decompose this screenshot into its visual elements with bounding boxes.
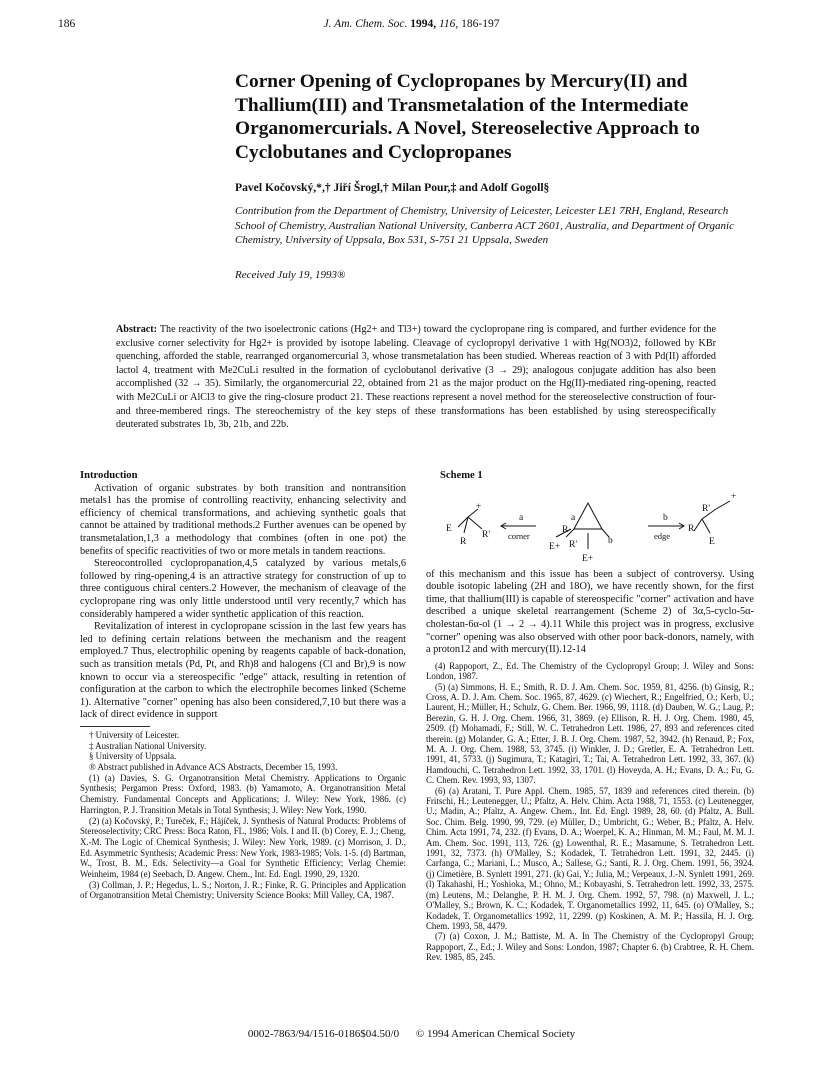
scheme-rprime-left: R' — [482, 529, 491, 540]
scheme-1-diagram — [426, 487, 754, 567]
footnote-divider — [80, 726, 150, 727]
author-list: Pavel Kočovský,*,† Jiří Šrogl,† Milan Pour,‡ and Adolf Gogoll§ — [235, 181, 550, 194]
footnote: ® Abstract published in Advance ACS Abstracts, December 15, 1993. — [89, 761, 338, 772]
scheme-r-right: R — [688, 523, 695, 534]
page-footer — [58, 1028, 765, 1040]
scheme-arrow-b-mid: b — [608, 535, 613, 546]
scheme-plus-left: + — [476, 501, 482, 512]
reference-entry: (6) (a) Aratani, T. Pure Appl. Chem. 1985, 57, 1839 and references cited therein. (b) Fritschi, H.; Leutenegger, U.; Pfaltz, A. Helv. Chim. Acta 1988, 71, 1553. (c) Leutenegger, U.; Madin, A.; Pfaltz, A. Angew. Chem., Int. Ed. Engl. 1989, 28, 60. (d) Pfaltz, A. Bull. Soc. Chim. Belg. 1990, 99, 729. (e) Müller, D.; Umbricht, G.; Weber, B.; Pfaltz, A. Helv. Chim. Acta 1991, 74, 232. (f) Evans, D. A.; Woerpel, K. A.; Hinman, M. M.; Faul, M. M. J. Am. Chem. Soc. 1991, 113, 726. (g) Lowenthal, R. E.; Masamune, S. Tetrahedron Lett. 1991, 32, 7373. (h) O'Malley, S.; Kodadek, T. Tetrahedron Lett. 1991, 32, 2445. (i) Carfanga, C.; Mariani, L.; Musco, A.; Sallese, G.; Santi, R. J. Org. Chem. 1991, 56, 3924. (j) Cimetière, B. Synlett 1991, 271. (k) Gai, Y.; Julia, M.; Verpeaux, J.-N. Synlett 1991, 269. (l) Takahashi, H.; Yoshioka, M.; Ohno, M.; Kobayashi, S. Tetrahedron lett. 1992, 33, 2575. (m) Leutens, M.; Delanghe, P. H. M. J. Org. Chem. 1992, 57, 798. (n) Maxwell, J. L.; O'Malley, S.; Brown, K. C.; Kodadek, T. Organometallics 1992, 11, 645. (o) O'Malley, S.; Kodadek, T. Organometallics 1992, 11, 2299. (p) Koskinen, A. M. P.; Hassila, H. J. Org. Chem. 1993, 58, 4479. — [426, 785, 754, 931]
section-heading-introduction: Introduction — [80, 470, 138, 481]
footnote: ‡ Australian National University. — [89, 740, 207, 751]
intro-paragraph: Activation of organic substrates by both transition and nontransition metals1 has the promise of controlling reactivity, enhancing selectivity and efficiency of chemical transformations, and achieving synthetic goals that cannot be attained by traditional methods.2 Further avenues can be opened by transmetalation,1,3 a methodology that combines (often in one pot) the benefits of specific reactivities of two or more metals in tandem reactions. — [80, 482, 406, 557]
scheme-arrow-b-right: b — [663, 512, 668, 523]
scheme-e-left: E — [446, 523, 452, 534]
right-column — [426, 470, 754, 963]
abstract — [116, 323, 716, 432]
scheme-corner-label: corner — [508, 530, 530, 541]
footnote: (3) Collman, J. P.; Hegedus, L. S.; Norton, J. R.; Finke, R. G. Principles and Application of Organotransition Metal Chemistry; University Science Books: Mill Valley, CA, 1987. — [80, 879, 406, 901]
received-date: Received July 19, 1993® — [235, 269, 346, 281]
footnote: § University of Uppsala. — [89, 751, 177, 762]
abstract-text: The reactivity of the two isoelectronic cations (Hg2+ and Tl3+) toward the cyclopropane ring is compared, and further evidence for the exclusive corner selectivity for Hg2+ is provided by isotope labeling. Cleavage of cyclopropyl derivative 1 with Hg(NO3)2, followed by KBr quenching, afforded the stable, rearranged organomercurial 3, whose transmetalation has been studied. Whereas reaction of 3 with Pd(II) afforded lactol 4, treatment with Me2CuLi resulted in the formation of cyclobutanol derivative (3 → 29); analogous conjugate addition has also been accomplished (32 → 35). Similarly, the organomercurial 22, obtained from 21 as the major product on the Hg(II)-mediated ring-opening, reacted with Me2CuLi or AlCl3 to give the ring-closure product 21. These reactions represent a novel method for the stereoselective construction of four- and three-membered rings. The stereochemistry of the key steps of these transformations has been established by using stereospecifically deuterated substrates 1b, 3b, 21b, and 22b. — [116, 324, 716, 431]
journal-name: J. Am. Chem. Soc. — [323, 18, 408, 30]
scheme-eplus-left: E+ — [549, 541, 561, 552]
footnote: † University of Leicester. — [89, 729, 180, 740]
journal-year: 1994, — [410, 18, 437, 30]
reference-entry: (7) (a) Coxon, J. M.; Battiste, M. A. In The Chemistry of the Cyclopropyl Group; Rappoport, Z., Ed.; J. Wiley and Sons: London, 1987; Chapter 6. (b) Crabtree, R. H. Chem. Rev. 1985, 85, 245. — [426, 931, 754, 963]
footnote: (2) (a) Kočovský, P.; Tureček, F.; Hájíček, J. Synthesis of Natural Products: Problems of Stereoselectivity; CRC Press: Boca Raton, FL, 1986; Vols. I and II. (b) Corey, E. J.; Cheng, X.-M. The Logic of Chemical Synthesis; J. Wiley: New York, 1989. (c) Morrison, J. D., Ed. Asymmetric Synthesis; Academic Press: New York, 1983-1985; Vols. 1-5. (d) Bartman, W., Trost, B. M., Eds. Selectivity—a Goal for Synthetic Efficiency; Verlag Chemie: Weinheim, 1984 (e) Seebach, D. Angew. Chem., Int. Ed. Engl. 1990, 29, 1320. — [80, 815, 406, 880]
article-code: 0002-7863/94/1516-0186$04.50/0 — [247, 1028, 400, 1040]
page-number: 186 — [58, 18, 76, 30]
scheme-label: Scheme 1 — [440, 470, 483, 481]
scheme-arrow-a-mid: a — [571, 512, 576, 523]
reference-entry: (5) (a) Simmons, H. E.; Smith, R. D. J. Am. Chem. Soc. 1959, 81, 4256. (b) Ginsig, R.; Cross, A. D. J. Am. Chem. Soc. 1965, 87, 4629. (c) Wiechert, R.; Engelfried, O.; Kerb, U.; Laurent, H.; Müller, H.; Schulz, G. Chem. Ber. 1966, 99, 1118. (d) Dauben, W. G.; Laug, P.; Berezin, G. H. J. Org. Chem. 1966, 31, 3869. (e) Ellison, R. H. J. Org. Chem. 1980, 45, 2509. (f) Mohamadi, F.; Still, W. C. Tetrahedron Lett. 1986, 27, 893 and references cited therein. (g) Molander, G. A.; Etter, J. B. J. Org. Chem. 1987, 52, 3942. (h) Renaud, P.; Fox, M. A. J. Org. Chem. 1988, 53, 3745. (i) Winkler, J. D.; Gretler, E. A. Tetrahedron Lett. 1991, 41, 5733. (j) Sugimura, T.; Katagiri, T.; Tai, A. Tetrahedron Lett. 1992, 33, 367. (k) Hamdouchi, C. Tetrahedron Lett. 1992, 33, 1701. (l) Hoveyda, A. H.; Evans, D. A.; Fu, G. C. Chem. Rev. 1993, 93, 1307. — [426, 681, 754, 786]
scheme-rprime-right: R' — [702, 503, 711, 514]
body-paragraph: of this mechanism and this issue has been a subject of controversy. Using double isotopic labeling (2H and 18O), we have recently shown, for the first time, that thallium(III) is capable of stereospecific "corner" activation and have described a unique skeletal rearrangement (Scheme 2) of 3α,5-cyclo-5α-cholestan-6α-ol (1 → 2 → 4).11 While this project was in progress, exclusive "corner" opening was also observed with other poor back-donors, namely, with a proton12 and with mercury(II).12-14 — [426, 568, 754, 656]
intro-paragraph: Revitalization of interest in cyclopropane scission in the last few years has led to defining certain relations between the mechanism and the reagent employed.7 Thus, electrophilic opening by reagents capable of back-donation, such as transition metals (Pd, Pt, and Rh)8 and halogens (Cl and Br),9 is now known to occur via a stereospecific "edge" attack, resulting in retention of configuration at the carbon to which the electrophile becomes linked (Scheme 1). Alternative "corner" opening has also been considered,7,10 but there was a lack of direct evidence in support — [80, 621, 406, 721]
journal-citation — [58, 18, 765, 30]
scheme-r-left: R — [460, 536, 467, 547]
journal-volume: 116, — [438, 18, 459, 30]
article-title: Corner Opening of Cyclopropanes by Mercury(II) and Thallium(III) and Transmetalation of the Intermediate Organomercurials. A Novel, Stereoselective Approach to Cyclobutanes and Cyclopropanes — [235, 71, 700, 163]
copyright-notice: © 1994 American Chemical Society — [415, 1028, 576, 1040]
scheme-plus-right: + — [731, 491, 737, 502]
running-head — [58, 18, 765, 32]
scheme-e-right: E — [709, 536, 715, 547]
reference-entry: (4) Rappoport, Z., Ed. The Chemistry of the Cyclopropyl Group; J. Wiley and Sons: London, 1987. — [426, 660, 754, 682]
footnotes — [80, 730, 406, 901]
references — [426, 661, 754, 963]
scheme-edge-label: edge — [654, 530, 671, 541]
scheme-r-mid: R — [562, 524, 569, 535]
intro-paragraph: Stereocontrolled cyclopropanation,4,5 catalyzed by various metals,6 followed by ring-opening,4 is an attractive strategy for construction of up to three contiguous chiral centers.2 However, the mechanism of cleavage of the cyclopropane ring was only little understood until very recently,7 which has considerably hampered a wider synthetic application of this reaction. — [80, 558, 406, 620]
scheme-arrow-a-left: a — [519, 512, 524, 523]
left-column — [80, 470, 406, 901]
affiliation: Contribution from the Department of Chemistry, University of Leicester, Leicester LE1 7RH, England, Research School of Chemistry, Australian National University, Canberra ACT 2601, Australia, and Department of Organic Chemistry, University of Uppsala, Box 531, S-751 21 Uppsala, Sweden — [235, 205, 734, 247]
scheme-rprime-mid: R' — [569, 539, 578, 550]
abstract-label: Abstract: — [116, 324, 158, 335]
scheme-eplus-bottom: E+ — [582, 553, 594, 564]
journal-pages: 186-197 — [461, 18, 500, 30]
footnote: (1) (a) Davies, S. G. Organotransition Metal Chemistry. Applications to Organic Synthesis; Pergamon Press: Oxford, 1983. (b) Yamamoto, A. Organotransition Metal Chemistry. Fundamental Concepts and Applications; J. Wiley: New York, 1986. (c) Harrington, P. J. Transition Metals in Total Synthesis; J. Wiley: New York, 1990. — [80, 772, 406, 815]
